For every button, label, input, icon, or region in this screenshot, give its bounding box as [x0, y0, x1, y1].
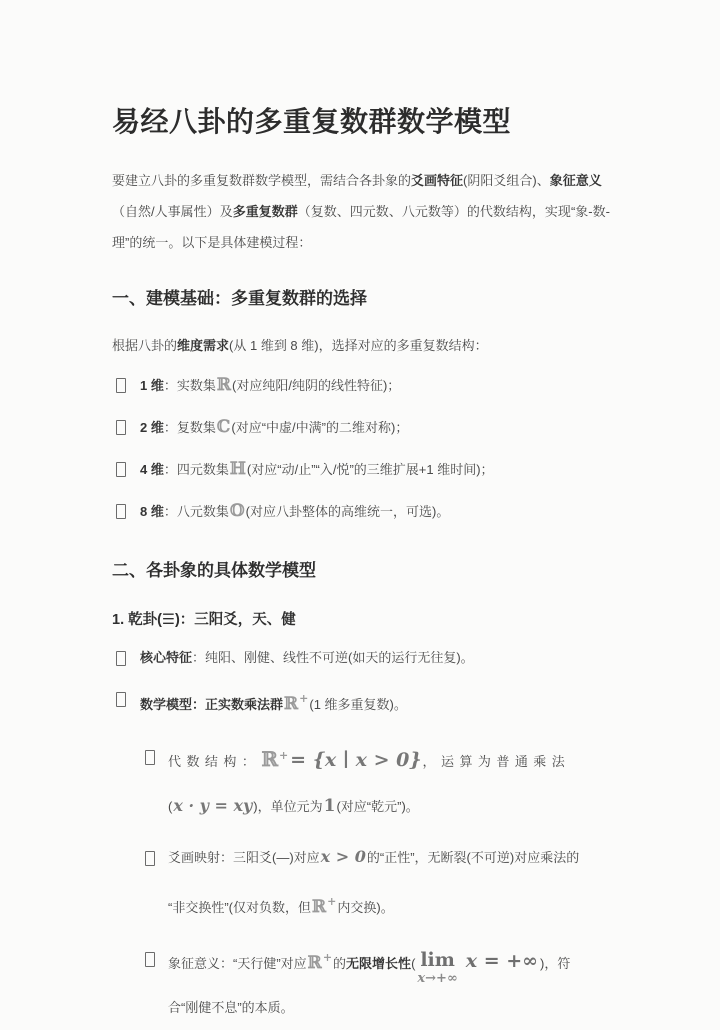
blackboard-r-symbol: ℝ: [312, 897, 327, 918]
intro-text: （复数、四元数、八元数等）的代数结构，实现“象-数-理”的统一。以下是具体建模过程：: [112, 204, 610, 250]
blackboard-r-symbol: ℝ: [307, 953, 322, 974]
yao-mapping-item: [112, 835, 610, 930]
detail-text: )，单位元为: [253, 799, 323, 815]
missing-glyph-bullet-icon: [116, 378, 126, 393]
intro-text: (阴阳爻组合)、: [463, 173, 550, 188]
item-label: 数学模型：正实数乘法群: [140, 697, 284, 713]
item-text: ：纯阳、刚健、线性不可逆(如天的运行无往复)。: [192, 650, 474, 666]
lim-subscript: x→+∞: [417, 971, 458, 987]
item-text: (1 维多重复数)。: [309, 697, 407, 713]
math-model-item: [112, 687, 610, 717]
qian-trigram-heading: 1. 乾卦(☰)：三阳爻，天、健: [112, 612, 296, 629]
detail-text: “非交换性”(仅对负数，但: [168, 900, 311, 916]
detail-text: 爻画映射：三阳爻(—)对应: [168, 850, 320, 866]
item-text: (对应“中虚/中满”的二维对称)；: [231, 420, 409, 436]
missing-glyph-bullet-icon: [116, 504, 126, 519]
superscript-plus: +: [278, 749, 289, 763]
lim-expression: x = +∞: [465, 950, 539, 973]
intro-bold-term: 爻画特征: [411, 173, 464, 188]
identity-element-one: 1: [323, 796, 336, 817]
intro-text: （自然/人事属性）及: [112, 204, 233, 219]
detail-text: (: [411, 956, 416, 972]
missing-glyph-bullet-icon: [145, 851, 155, 866]
blackboard-r-symbol: ℝ: [216, 375, 231, 396]
qian-bullet-list: [112, 646, 610, 717]
missing-glyph-bullet-icon: [116, 420, 126, 435]
intro-paragraph: [112, 165, 610, 258]
lim-operator: lim: [420, 949, 455, 972]
superscript-plus: +: [322, 951, 333, 965]
detail-text: 的: [333, 956, 347, 972]
detail-text: )，符: [540, 956, 571, 972]
core-feature-item: [112, 646, 610, 670]
detail-text: 的“正性”，无断裂(不可逆)对应乘法的: [366, 850, 580, 866]
lead-text: (从 1 维到 8 维)，选择对应的多重复数结构：: [229, 338, 488, 354]
missing-glyph-bullet-icon: [145, 750, 155, 765]
detail-text: 合“刚健不息”的本质。: [168, 1000, 294, 1016]
lead-text: 根据八卦的: [112, 338, 178, 354]
item-text: (对应八卦整体的高维统一，可选)。: [245, 504, 450, 520]
symbolic-meaning-item: [112, 936, 610, 1030]
item-text: (对应“动/止”“入/悦”的三维扩展+1 维时间)；: [246, 462, 494, 478]
limit-operator-stack: [417, 951, 457, 985]
item-label: 1 维: [140, 378, 164, 394]
blackboard-c-symbol: ℂ: [216, 417, 231, 438]
missing-glyph-bullet-icon: [116, 462, 126, 477]
item-text: ：八元数集: [163, 504, 229, 520]
multiplication-formula: x · y = xy: [173, 796, 253, 816]
section1-lead-paragraph: [112, 330, 610, 361]
detail-text: 代数结构：: [168, 754, 261, 770]
lead-bold-term: 维度需求: [177, 338, 230, 354]
detail-text: (: [168, 799, 173, 815]
document-content: [112, 104, 610, 1030]
detail-text: ，运算为普通乘法: [422, 754, 571, 770]
section2-heading: 二、各卦象的具体数学模型: [112, 561, 316, 581]
page-title: 易经八卦的多重复数群数学模型: [112, 106, 512, 137]
item-label: 2 维: [140, 420, 164, 436]
detail-text: (对应“乾元”)。: [336, 799, 419, 815]
blackboard-r-symbol: ℝ: [284, 694, 299, 715]
item-text: ：实数集: [163, 378, 216, 394]
detail-text: 象征意义：“天行健”对应: [168, 956, 307, 972]
item-label: 核心特征: [140, 650, 193, 666]
blackboard-r-symbol: ℝ: [261, 747, 278, 772]
algebra-structure-item: [112, 734, 610, 829]
superscript-plus: +: [299, 692, 309, 706]
item-text: ：四元数集: [163, 462, 229, 478]
detail-text: 内交换)。: [337, 900, 394, 916]
set-definition-formula: = {x ∣ x > 0}: [290, 749, 422, 772]
list-item-1d: [112, 373, 610, 398]
section1-heading: 一、建模基础：多重复数群的选择: [112, 289, 367, 308]
list-item-2d: [112, 415, 610, 440]
blackboard-o-symbol: 𝕆: [229, 501, 245, 522]
list-item-4d: [112, 457, 610, 482]
limit-formula: [417, 951, 538, 985]
positivity-formula: x > 0: [320, 847, 366, 867]
intro-bold-term: 多重复数群: [232, 204, 298, 219]
list-item-8d: [112, 499, 610, 524]
item-label: 4 维: [140, 462, 164, 478]
intro-text: 要建立八卦的多重复数群数学模型，需结合各卦象的: [112, 173, 412, 188]
bold-term-unlimited-growth: 无限增长性: [346, 956, 412, 972]
missing-glyph-bullet-icon: [116, 651, 126, 666]
qian-detail-list: [112, 734, 610, 1030]
item-text: ：复数集: [163, 420, 216, 436]
dimension-list: [112, 373, 610, 524]
missing-glyph-bullet-icon: [116, 692, 126, 707]
intro-bold-term: 象征意义: [549, 173, 602, 188]
superscript-plus: +: [327, 895, 337, 909]
missing-glyph-bullet-icon: [145, 952, 155, 967]
item-label: 8 维: [140, 504, 164, 520]
blackboard-h-symbol: ℍ: [229, 459, 246, 480]
item-text: (对应纯阳/纯阴的线性特征)；: [232, 378, 401, 394]
